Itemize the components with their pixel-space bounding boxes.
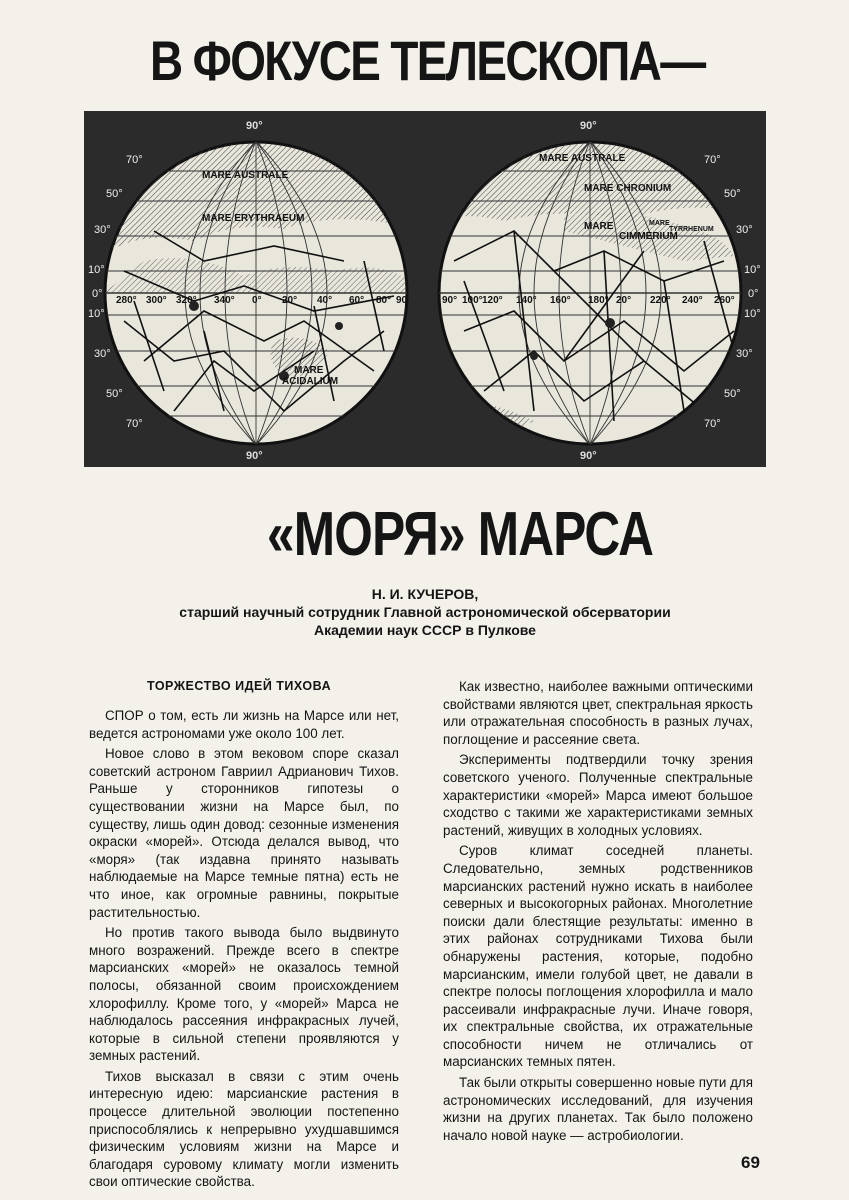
svg-text:MARE CHRONIUM: MARE CHRONIUM [584, 183, 672, 194]
svg-text:10°: 10° [744, 264, 761, 276]
paragraph: Эксперименты подтвердили точку зрения советского ученого. Полученные спектральные характеристики «морей» Марса имеют большое сходство с такими же характеристиками земных растений, живущих в холодных условиях. [443, 752, 753, 838]
svg-text:50°: 50° [724, 188, 741, 200]
svg-text:10°: 10° [88, 264, 105, 276]
svg-text:50°: 50° [724, 388, 741, 400]
svg-text:70°: 70° [126, 154, 143, 166]
paragraph: Но против такого вывода было выдвинуто много возражений. Прежде всего в спектре марсианских «морей» не оказалось темной полосы, обязанной своим происхождением хлорофиллу. Кроме того, у «морей» Марса не наблюдалось рассеяния инфракрасных лучей, которые в сильной степени проявляются у земных растений. [89, 925, 399, 1064]
svg-text:20°: 20° [282, 295, 298, 306]
left-mars-hemisphere [88, 120, 414, 462]
svg-text:90°: 90° [580, 450, 597, 462]
svg-text:80°: 80° [376, 295, 392, 306]
svg-text:TYRRHENUM: TYRRHENUM [669, 226, 714, 233]
svg-text:30°: 30° [94, 348, 111, 360]
svg-text:160°: 160° [550, 295, 571, 306]
svg-text:10°: 10° [744, 308, 761, 320]
svg-text:20°: 20° [616, 295, 632, 306]
svg-text:50°: 50° [106, 188, 123, 200]
svg-text:90°: 90° [580, 120, 597, 132]
article-column-left [89, 678, 399, 1194]
paragraph: СПОР о том, есть ли жизнь на Марсе или нет, ведется астрономами уже около 100 лет. [89, 708, 399, 741]
svg-text:MARE ERYTHRAEUM: MARE ERYTHRAEUM [202, 213, 305, 224]
author-position: старший научный сотрудник Главной астрономической обсерватории [179, 604, 671, 620]
paragraph: Так были открыты совершенно новые пути для астрономических исследований, для изучения жизни на других планетах. Так было положено начало новой науке — астробиологии. [443, 1075, 753, 1143]
svg-text:70°: 70° [704, 154, 721, 166]
svg-text:30°: 30° [736, 348, 753, 360]
svg-text:90°: 90° [246, 120, 263, 132]
svg-text:240°: 240° [682, 295, 703, 306]
svg-text:60°: 60° [349, 295, 365, 306]
mars-maps-figure [84, 111, 766, 467]
svg-text:MARE: MARE [584, 221, 614, 232]
right-mars-hemisphere [434, 120, 761, 462]
paragraph: Тихов высказал в связи с этим очень интересную идею: марсианские растения в процессе длительной эволюции постепенно приспособлялись к непрерывно ухудшавшимся физическим условиям жизни на Марсе и благодаря суровому климату могли изменить свои оптические свойства. [89, 1068, 399, 1190]
author-name: Н. И. КУЧЕРОВ, [371, 586, 479, 602]
svg-text:MARE: MARE [649, 220, 670, 227]
svg-text:CIMMERIUM: CIMMERIUM [619, 231, 678, 242]
svg-text:MARE AUSTRALE: MARE AUSTRALE [539, 153, 626, 164]
svg-text:340°: 340° [214, 295, 235, 306]
svg-text:180°: 180° [588, 295, 609, 306]
svg-text:260°: 260° [714, 295, 735, 306]
svg-text:MARE: MARE [294, 365, 324, 376]
svg-text:140°: 140° [516, 295, 537, 306]
svg-text:220°: 220° [650, 295, 671, 306]
article-subheading: ТОРЖЕСТВО ИДЕЙ ТИХОВА [147, 679, 332, 693]
svg-text:90: 90 [396, 295, 408, 306]
svg-text:30°: 30° [94, 224, 111, 236]
svg-text:320°: 320° [176, 295, 197, 306]
svg-text:0°: 0° [748, 288, 759, 300]
svg-text:70°: 70° [126, 418, 143, 430]
svg-text:90°: 90° [246, 450, 263, 462]
svg-text:MARE AUSTRALE: MARE AUSTRALE [202, 170, 289, 181]
svg-text:280°: 280° [116, 295, 137, 306]
article-title: «МОРЯ» МАРСА [267, 500, 654, 569]
svg-text:300°: 300° [146, 295, 167, 306]
section-heading: В ФОКУСЕ ТЕЛЕСКОПА— [150, 29, 705, 92]
svg-text:90°: 90° [442, 295, 458, 306]
byline [120, 585, 730, 639]
svg-text:70°: 70° [704, 418, 721, 430]
svg-text:100°: 100° [462, 295, 483, 306]
svg-text:0°: 0° [252, 295, 262, 306]
svg-text:120°: 120° [482, 295, 503, 306]
author-institution: Академии наук СССР в Пулкове [314, 622, 536, 638]
svg-text:50°: 50° [106, 388, 123, 400]
paragraph: Суров климат соседней планеты. Следовательно, земных родственников марсианских растений нужно искать в наиболее северных и высокогорных районах. Многолетние поиски дали блестящие результаты: именно в этих районах сотрудниками Тихова были обнаружены растения, которые, подобно марсианским, имели голубой цвет, не давали в спектре полосы поглощения хлорофилла и мало рассеивали инфракрасные лучи. Иначе говоря, их спектральные свойства, их отражательные способности ничем не отличались от марсианских темных пятен. [443, 843, 753, 1070]
svg-text:40°: 40° [317, 295, 333, 306]
paragraph: Новое слово в этом вековом споре сказал советский астроном Гавриил Адрианович Тихов. Раньше у сторонников гипотезы о существовании жизни на Марсе был, по существу, лишь один довод: сезонные изменения окраски «морей». Отсюда делался вывод, что «моря» (так издавна принято называть наблюдаемые на Марсе темные пятна) есть не что иное, как огромные равнины, покрытые растительностью. [89, 746, 399, 920]
svg-text:ACIDALIUM: ACIDALIUM [282, 376, 339, 387]
page-number: 69 [741, 1153, 760, 1172]
paragraph: Как известно, наиболее важными оптическими свойствами являются цвет, спектральная яркость или отражательная способность в разных лучах, поглощение и рассеяние света. [443, 679, 753, 747]
svg-text:0°: 0° [92, 288, 103, 300]
article-column-right [443, 678, 753, 1147]
svg-text:30°: 30° [736, 224, 753, 236]
svg-text:10°: 10° [88, 308, 105, 320]
